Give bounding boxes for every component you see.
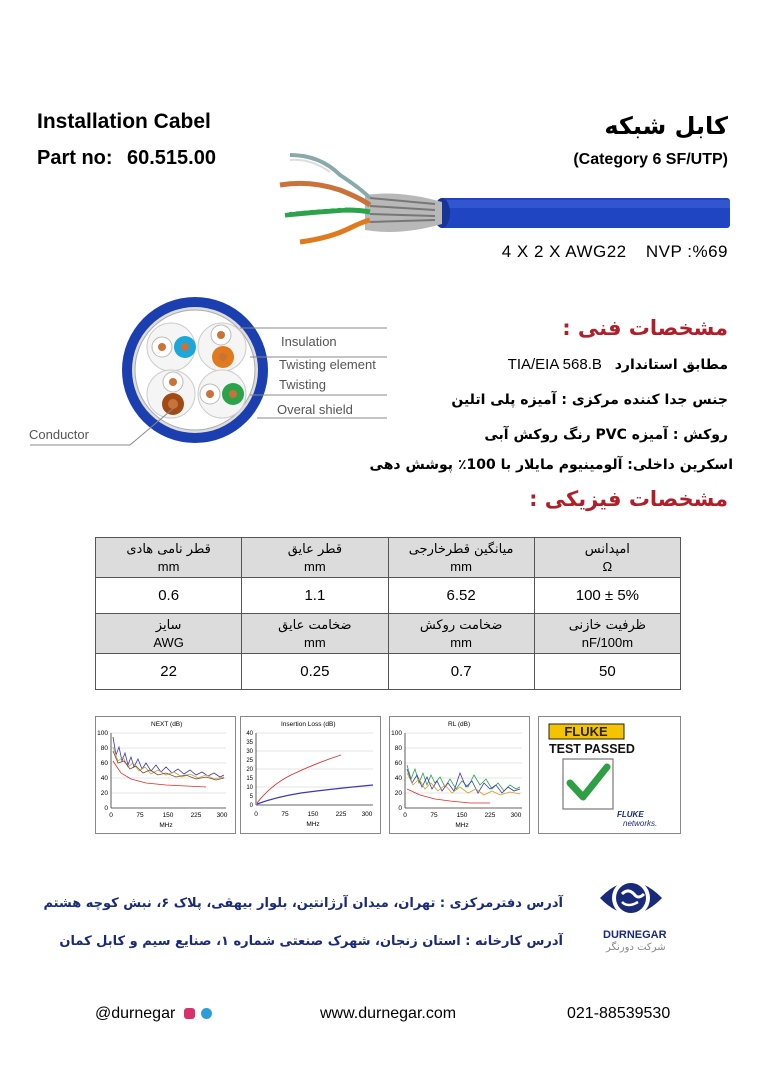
table-header-row — [96, 538, 681, 578]
header-cell: ضخامت عایق mm — [242, 614, 388, 654]
fluke-test-badge — [538, 716, 681, 834]
svg-text:75: 75 — [430, 812, 438, 819]
svg-text:225: 225 — [484, 812, 496, 819]
table-cell: 6.52 — [388, 578, 534, 614]
svg-text:Insertion Loss (dB): Insertion Loss (dB) — [281, 721, 336, 728]
separator-material: جنس جدا کننده مرکزی : آمیزه پلی اتلین — [451, 392, 728, 408]
svg-text:100: 100 — [97, 730, 108, 737]
svg-text:150: 150 — [456, 812, 468, 819]
svg-text:300: 300 — [510, 812, 522, 819]
svg-text:80: 80 — [394, 745, 402, 752]
table-cell: 1.1 — [242, 578, 388, 614]
svg-text:225: 225 — [335, 811, 347, 818]
svg-text:40: 40 — [100, 775, 108, 782]
table-cell: 22 — [96, 654, 242, 690]
svg-text:75: 75 — [136, 812, 144, 819]
website-link[interactable]: www.durnegar.com — [320, 1005, 457, 1022]
telegram-icon — [201, 1008, 212, 1019]
svg-text:225: 225 — [190, 812, 202, 819]
graph-title: NEXT (dB) — [151, 721, 183, 728]
svg-text:0: 0 — [254, 811, 258, 818]
svg-text:25: 25 — [246, 758, 253, 764]
standard-label: مطابق استاندارد — [614, 357, 728, 373]
svg-text:75: 75 — [281, 811, 289, 818]
table-cell: 0.6 — [96, 578, 242, 614]
category-subtitle: (Category 6 SF/UTP) — [573, 151, 728, 168]
header-cell: میانگین قطرخارجی mm — [388, 538, 534, 578]
svg-text:60: 60 — [394, 760, 402, 767]
svg-text:0: 0 — [249, 803, 253, 809]
svg-text:100: 100 — [391, 730, 402, 737]
label-twisting: Twisting — [279, 377, 326, 392]
svg-text:MHz: MHz — [455, 822, 469, 829]
svg-text:20: 20 — [246, 767, 253, 773]
header-cell: امپدانس Ω — [534, 538, 680, 578]
product-title-fa: کابل شبکه — [604, 112, 728, 140]
cable-spec-line — [492, 242, 728, 262]
svg-text:40: 40 — [246, 731, 253, 737]
header-cell: قطر نامی هادی mm — [96, 538, 242, 578]
svg-text:0: 0 — [398, 805, 402, 812]
svg-text:150: 150 — [307, 811, 319, 818]
svg-text:30: 30 — [246, 749, 253, 755]
tech-specs-heading: مشخصات فنی : — [562, 316, 728, 340]
svg-text:MHz: MHz — [159, 822, 173, 829]
table-cell: 0.7 — [388, 654, 534, 690]
svg-text:35: 35 — [246, 740, 253, 746]
svg-text:networks.: networks. — [623, 819, 658, 828]
svg-text:300: 300 — [361, 811, 373, 818]
product-title: Installation Cabel — [37, 110, 211, 133]
inner-shield: اسکرین داخلی: آلومینیوم مایلار با 100٪ پوشش دهی — [369, 457, 733, 473]
header-cell: سایز AWG — [96, 614, 242, 654]
phone-number: 021-88539530 — [567, 1005, 671, 1022]
svg-text:15: 15 — [246, 776, 253, 782]
company-name-fa: شرکت دورنگر — [606, 942, 666, 953]
jacket-material: روکش : آمیزه PVC رنگ روکش آبی — [484, 427, 728, 443]
label-twisting-element: Twisting element — [279, 357, 376, 372]
table-cell: 50 — [534, 654, 680, 690]
office-address: آدرس دفترمرکزی : تهران، میدان آرژانتین، بلوار بیهقی، پلاک ۶، نبش کوچه هشتم — [43, 896, 563, 911]
header-cell: ظرفیت خازنی nF/100m — [534, 614, 680, 654]
svg-text:0: 0 — [109, 812, 113, 819]
part-number-label: Part no: — [37, 147, 113, 169]
svg-text:80: 80 — [100, 745, 108, 752]
svg-text:10: 10 — [246, 785, 253, 791]
cable-image — [270, 150, 730, 250]
insertion-loss-graph — [240, 716, 381, 834]
svg-text:40: 40 — [394, 775, 402, 782]
physical-specs-heading: مشخصات فیزیکی : — [529, 487, 728, 511]
label-insulation: Insulation — [281, 334, 337, 349]
svg-text:300: 300 — [216, 812, 228, 819]
conductor-spec: 4 X 2 X AWG22 — [501, 242, 627, 261]
svg-text:RL (dB): RL (dB) — [448, 721, 471, 728]
svg-text:MHz: MHz — [306, 821, 320, 828]
header-cell: قطر عایق mm — [242, 538, 388, 578]
svg-text:60: 60 — [100, 760, 108, 767]
svg-text:0: 0 — [104, 805, 108, 812]
physical-spec-table — [95, 537, 681, 690]
table-row — [96, 654, 681, 690]
instagram-icon — [184, 1008, 195, 1019]
social-handle[interactable]: @durnegar — [95, 1005, 212, 1023]
svg-text:FLUKE: FLUKE — [617, 810, 644, 819]
part-number: 60.515.00 — [127, 147, 216, 169]
return-loss-graph — [389, 716, 530, 834]
standard-value: TIA/EIA 568.B — [507, 356, 602, 373]
next-graph — [95, 716, 236, 834]
nvp-spec: NVP :%69 — [645, 242, 728, 261]
table-header-row — [96, 614, 681, 654]
header-cell: ضخامت روکش mm — [388, 614, 534, 654]
svg-text:150: 150 — [162, 812, 174, 819]
label-conductor: Conductor — [29, 427, 89, 442]
table-row — [96, 578, 681, 614]
table-cell: 100 ± 5% — [534, 578, 680, 614]
durnegar-logo — [598, 868, 664, 928]
test-status: TEST PASSED — [549, 742, 635, 756]
fluke-logo: FLUKE — [564, 724, 608, 739]
svg-text:20: 20 — [100, 790, 108, 797]
factory-address: آدرس کارخانه : استان زنجان، شهرک صنعتی شماره ۱، صنایع سیم و کابل کمان — [59, 934, 563, 949]
svg-text:5: 5 — [249, 794, 253, 800]
table-cell: 0.25 — [242, 654, 388, 690]
company-name: DURNEGAR — [603, 929, 667, 941]
svg-text:0: 0 — [403, 812, 407, 819]
svg-text:20: 20 — [394, 790, 402, 797]
standard-line — [508, 356, 728, 373]
label-overal-shield: Overal shield — [277, 402, 353, 417]
